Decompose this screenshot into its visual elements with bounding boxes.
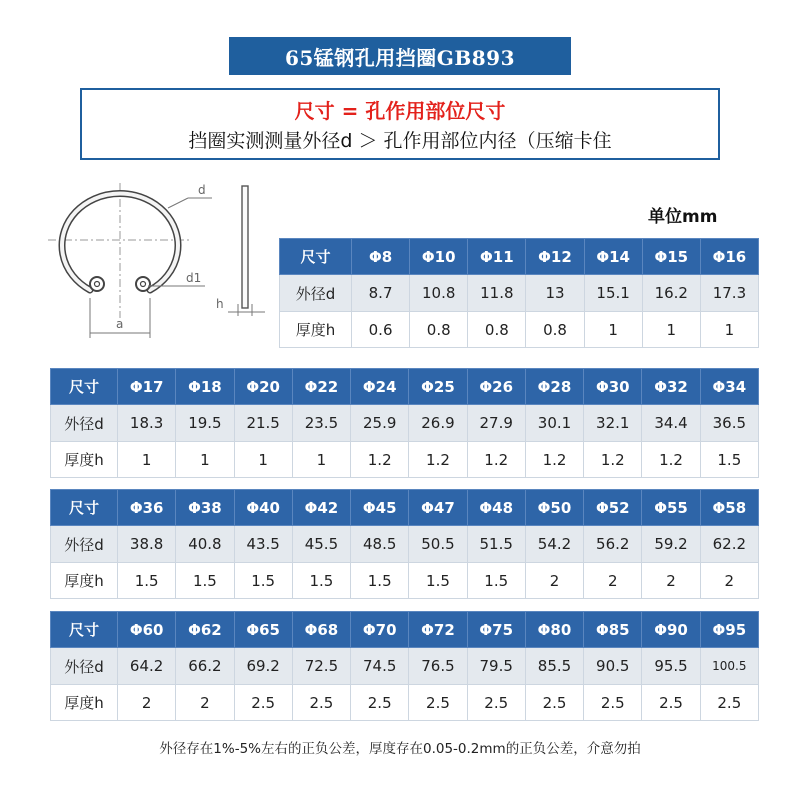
od-cell: 25.9 (351, 405, 409, 442)
od-cell: 85.5 (525, 648, 583, 685)
size-cell: Φ42 (292, 490, 350, 526)
label-d1: d1 (186, 271, 202, 285)
h-cell: 1.2 (525, 442, 583, 478)
h-row-label: 厚度h (51, 563, 118, 599)
od-cell: 43.5 (234, 526, 292, 563)
od-cell: 54.2 (525, 526, 583, 563)
od-cell: 8.7 (352, 275, 410, 312)
od-cell: 38.8 (118, 526, 176, 563)
size-note-line1: 尺寸 = 孔作用部位尺寸 (294, 99, 506, 123)
size-note-line2: 挡圈实测测量外径d ＞ 孔作用部位内径（压缩卡住 (188, 130, 612, 152)
h-cell: 2.5 (584, 685, 642, 721)
od-cell: 18.3 (118, 405, 176, 442)
size-cell: Φ24 (351, 369, 409, 405)
h-cell: 2 (525, 563, 583, 599)
od-cell: 11.8 (468, 275, 526, 312)
od-cell: 23.5 (292, 405, 350, 442)
h-cell: 1.2 (467, 442, 525, 478)
size-cell: Φ72 (409, 612, 467, 648)
spec-table-2 (50, 368, 759, 478)
od-cell: 34.4 (642, 405, 700, 442)
size-note-box (80, 88, 720, 160)
h-cell: 1 (292, 442, 350, 478)
size-cell: Φ12 (526, 239, 584, 275)
tolerance-footnote: 外径存在1%-5%左右的正负公差，厚度存在0.05-0.2mm的正负公差，介意勿拍 (159, 741, 641, 757)
h-cell: 1.5 (292, 563, 350, 599)
size-cell: Φ36 (118, 490, 176, 526)
size-cell: Φ50 (525, 490, 583, 526)
size-row-label: 尺寸 (280, 239, 352, 275)
od-cell: 16.2 (642, 275, 700, 312)
size-cell: Φ62 (176, 612, 234, 648)
label-d: d (198, 183, 206, 197)
size-cell: Φ58 (700, 490, 758, 526)
h-cell: 1 (642, 312, 700, 348)
size-cell: Φ60 (118, 612, 176, 648)
od-cell: 72.5 (292, 648, 350, 685)
h-cell: 2 (176, 685, 234, 721)
od-cell: 51.5 (467, 526, 525, 563)
size-cell: Φ80 (525, 612, 583, 648)
size-cell: Φ10 (410, 239, 468, 275)
h-cell: 2.5 (467, 685, 525, 721)
label-a: a (116, 317, 124, 331)
h-cell: 1 (584, 312, 642, 348)
od-cell: 21.5 (234, 405, 292, 442)
h-cell: 1.5 (467, 563, 525, 599)
size-cell: Φ18 (176, 369, 234, 405)
h-cell: 1.5 (700, 442, 758, 478)
od-cell: 56.2 (584, 526, 642, 563)
od-cell: 90.5 (584, 648, 642, 685)
od-cell: 17.3 (700, 275, 758, 312)
h-cell: 1.5 (176, 563, 234, 599)
h-cell: 1.2 (584, 442, 642, 478)
od-cell: 36.5 (700, 405, 758, 442)
od-cell: 59.2 (642, 526, 700, 563)
size-cell: Φ22 (292, 369, 350, 405)
h-row-label: 厚度h (51, 442, 118, 478)
h-cell: 1.5 (351, 563, 409, 599)
od-cell: 15.1 (584, 275, 642, 312)
spec-table-1 (279, 238, 759, 348)
od-cell: 62.2 (700, 526, 758, 563)
size-cell: Φ38 (176, 490, 234, 526)
size-cell: Φ85 (584, 612, 642, 648)
h-cell: 2 (118, 685, 176, 721)
size-cell: Φ26 (467, 369, 525, 405)
od-cell: 69.2 (234, 648, 292, 685)
spec-table-3 (50, 489, 759, 599)
size-cell: Φ15 (642, 239, 700, 275)
size-cell: Φ65 (234, 612, 292, 648)
label-h: h (216, 297, 224, 311)
h-cell: 0.8 (526, 312, 584, 348)
h-cell: 1.2 (409, 442, 467, 478)
od-cell: 30.1 (525, 405, 583, 442)
spec-table-4 (50, 611, 759, 721)
size-cell: Φ90 (642, 612, 700, 648)
od-cell: 66.2 (176, 648, 234, 685)
od-row-label: 外径d (51, 648, 118, 685)
size-cell: Φ14 (584, 239, 642, 275)
od-cell: 19.5 (176, 405, 234, 442)
size-cell: Φ68 (292, 612, 350, 648)
h-cell: 2.5 (234, 685, 292, 721)
od-row-label: 外径d (51, 526, 118, 563)
size-cell: Φ30 (584, 369, 642, 405)
od-cell: 45.5 (292, 526, 350, 563)
h-cell: 1.5 (118, 563, 176, 599)
size-cell: Φ45 (351, 490, 409, 526)
circlip-diagram (40, 178, 270, 348)
h-cell: 1 (176, 442, 234, 478)
h-cell: 1.2 (351, 442, 409, 478)
od-cell: 48.5 (351, 526, 409, 563)
od-cell: 10.8 (410, 275, 468, 312)
od-cell: 76.5 (409, 648, 467, 685)
size-cell: Φ28 (525, 369, 583, 405)
h-cell: 2.5 (642, 685, 700, 721)
size-cell: Φ11 (468, 239, 526, 275)
page-title: 65锰钢孔用挡圈GB893 (229, 37, 571, 75)
h-cell: 0.8 (410, 312, 468, 348)
size-cell: Φ16 (700, 239, 758, 275)
od-cell: 50.5 (409, 526, 467, 563)
od-cell: 74.5 (351, 648, 409, 685)
od-cell: 27.9 (467, 405, 525, 442)
size-cell: Φ20 (234, 369, 292, 405)
od-cell: 13 (526, 275, 584, 312)
od-row-label: 外径d (51, 405, 118, 442)
h-cell: 1 (700, 312, 758, 348)
size-cell: Φ40 (234, 490, 292, 526)
size-cell: Φ32 (642, 369, 700, 405)
od-cell: 64.2 (118, 648, 176, 685)
od-cell: 26.9 (409, 405, 467, 442)
h-cell: 1 (234, 442, 292, 478)
h-cell: 0.6 (352, 312, 410, 348)
size-row-label: 尺寸 (51, 612, 118, 648)
size-cell: Φ95 (700, 612, 758, 648)
h-row-label: 厚度h (51, 685, 118, 721)
h-cell: 2.5 (351, 685, 409, 721)
size-cell: Φ70 (351, 612, 409, 648)
h-cell: 2.5 (700, 685, 758, 721)
h-cell: 2 (642, 563, 700, 599)
h-cell: 2.5 (525, 685, 583, 721)
size-row-label: 尺寸 (51, 369, 118, 405)
size-cell: Φ25 (409, 369, 467, 405)
h-cell: 2 (700, 563, 758, 599)
od-cell: 95.5 (642, 648, 700, 685)
od-cell: 32.1 (584, 405, 642, 442)
h-cell: 0.8 (468, 312, 526, 348)
size-cell: Φ52 (584, 490, 642, 526)
size-row-label: 尺寸 (51, 490, 118, 526)
od-cell: 100.5 (700, 648, 758, 685)
size-cell: Φ55 (642, 490, 700, 526)
size-cell: Φ8 (352, 239, 410, 275)
h-cell: 1 (118, 442, 176, 478)
size-cell: Φ47 (409, 490, 467, 526)
h-cell: 1.5 (234, 563, 292, 599)
size-cell: Φ34 (700, 369, 758, 405)
unit-label: 单位mm (648, 207, 718, 227)
od-cell: 40.8 (176, 526, 234, 563)
h-cell: 2.5 (409, 685, 467, 721)
od-row-label: 外径d (280, 275, 352, 312)
h-cell: 2.5 (292, 685, 350, 721)
h-cell: 2 (584, 563, 642, 599)
h-cell: 1.5 (409, 563, 467, 599)
h-cell: 1.2 (642, 442, 700, 478)
od-cell: 79.5 (467, 648, 525, 685)
size-cell: Φ75 (467, 612, 525, 648)
size-cell: Φ17 (118, 369, 176, 405)
size-cell: Φ48 (467, 490, 525, 526)
h-row-label: 厚度h (280, 312, 352, 348)
